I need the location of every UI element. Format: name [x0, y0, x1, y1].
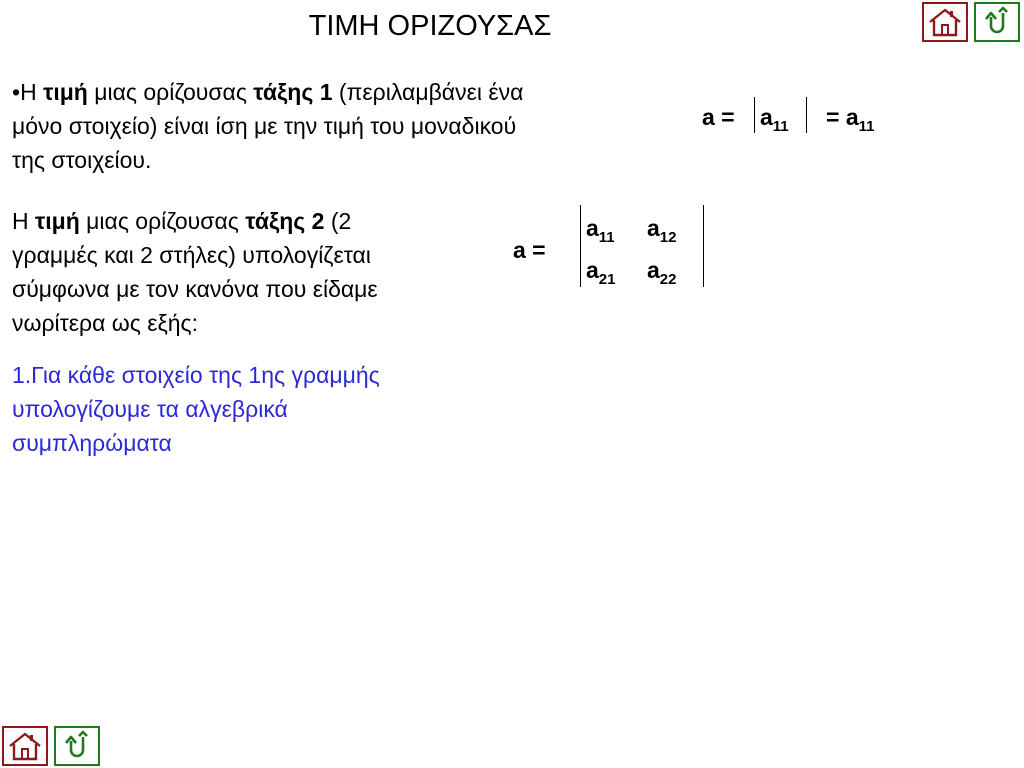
determinant-bar-left: [580, 205, 581, 287]
home-icon: [7, 730, 43, 762]
matrix-element-a22: $a_{22}$: [647, 257, 677, 288]
paragraph-line: υπολογίζουμε τα αλγεβρικά: [12, 396, 288, 422]
paragraph-line: •Η τιμή μιας ορίζουσας τάξης 1 (περιλαμβάνει ένα: [12, 79, 524, 105]
return-arrow-icon: [980, 6, 1014, 38]
paragraph-line: σύμφωνα με τον κανόνα που είδαμε: [12, 276, 378, 302]
paragraph-line: της στοιχείου.: [12, 147, 152, 173]
formula-lhs: a =: [513, 237, 546, 263]
paragraph-order-1: [12, 75, 672, 177]
determinant-bar-right: [806, 97, 807, 133]
home-button-bottom[interactable]: [2, 726, 48, 766]
formula-rhs: = $a_{11}$: [826, 104, 875, 135]
paragraph-line: νωρίτερα ως εξής:: [12, 310, 199, 336]
matrix-element-a12: $a_{12}$: [647, 215, 677, 246]
determinant-bar-left: [754, 97, 755, 133]
matrix-element: $a_{11}$: [760, 104, 789, 135]
back-button[interactable]: [974, 2, 1020, 42]
step-1-text: [12, 358, 492, 460]
matrix-element-a21: $a_{21}$: [586, 257, 616, 288]
paragraph-line: Η τιμή μιας ορίζουσας τάξης 2 (2: [12, 208, 352, 234]
page-title: ΤΙΜΗ ΟΡΙΖΟΥΣΑΣ: [308, 10, 552, 42]
paragraph-line: μόνο στοιχείο) είναι ίση με την τιμή του μοναδικού: [12, 113, 517, 139]
determinant-bar-right: [703, 205, 704, 287]
paragraph-line: συμπληρώματα: [12, 430, 172, 456]
paragraph-line: γραμμές και 2 στήλες) υπολογίζεται: [12, 242, 371, 268]
paragraph-order-2: [12, 204, 492, 340]
paragraph-line: 1.Για κάθε στοιχείο της 1ης γραμμής: [12, 362, 380, 388]
formula-lhs: a =: [702, 104, 735, 130]
home-button[interactable]: [922, 2, 968, 42]
home-icon: [927, 6, 963, 38]
matrix-element-a11: $a_{11}$: [586, 215, 615, 246]
return-arrow-icon: [60, 730, 94, 762]
back-button-bottom[interactable]: [54, 726, 100, 766]
